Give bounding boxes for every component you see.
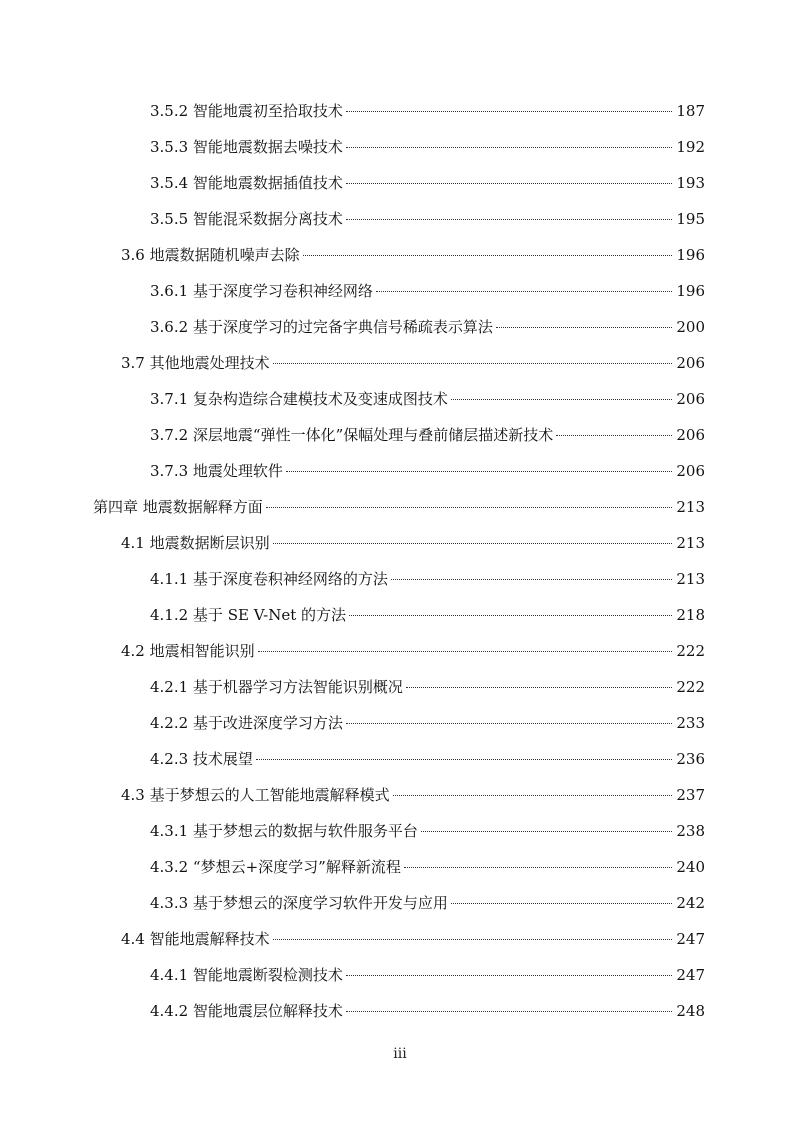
toc-dot-leader: [346, 1011, 672, 1012]
toc-entry-page: 213: [676, 570, 705, 588]
toc-entry-line: [150, 137, 800, 157]
toc-entry-page: 196: [676, 282, 705, 300]
toc-entry-page: 187: [676, 102, 705, 120]
toc-entry-title: 3.6.2 基于深度学习的过完备字典信号稀疏表示算法: [150, 318, 493, 336]
toc-dot-leader: [404, 867, 672, 868]
toc-entry-page: 206: [676, 462, 705, 480]
toc-entry-line: [121, 533, 800, 553]
toc-entry[interactable]: [0, 561, 800, 597]
toc-dot-leader: [346, 147, 672, 148]
toc-entry-page: 222: [676, 678, 705, 696]
toc-entry-line: [150, 893, 800, 913]
toc-entry-title: 3.7.1 复杂构造综合建模技术及变速成图技术: [150, 390, 448, 408]
toc-entry-title: 3.6 地震数据随机噪声去除: [121, 246, 300, 264]
toc-entry-page: 200: [676, 318, 705, 336]
toc-entry-title: 4.1 地震数据断层识别: [121, 534, 270, 552]
toc-entry-title: 3.7.3 地震处理软件: [150, 462, 283, 480]
toc-entry-title: 3.5.5 智能混采数据分离技术: [150, 210, 343, 228]
toc-entry-page: 236: [676, 750, 705, 768]
toc-entry-title: 4.2.1 基于机器学习方法智能识别概况: [150, 678, 403, 696]
toc-entry-page: 196: [676, 246, 705, 264]
toc-entry-page: 233: [676, 714, 705, 732]
toc-dot-leader: [286, 471, 672, 472]
toc-entry-page: 247: [676, 930, 705, 948]
toc-entry-line: [150, 101, 800, 121]
toc-entry-page: 213: [676, 498, 705, 516]
toc-entry-line: [150, 389, 800, 409]
toc-entry[interactable]: [0, 129, 800, 165]
toc-entry-page: 206: [676, 390, 705, 408]
toc-dot-leader: [349, 615, 672, 616]
toc-entry[interactable]: [0, 453, 800, 489]
toc-entry-line: [150, 677, 800, 697]
toc-entry-line: [150, 425, 800, 445]
toc-entry[interactable]: [0, 669, 800, 705]
toc-entry-line: [150, 1001, 800, 1021]
toc-dot-leader: [346, 183, 672, 184]
toc-entry[interactable]: [0, 777, 800, 813]
toc-entry-line: [150, 821, 800, 841]
toc-entry-line: [150, 605, 800, 625]
toc-entry[interactable]: [0, 993, 800, 1029]
toc-dot-leader: [376, 291, 672, 292]
toc-dot-leader: [346, 975, 672, 976]
toc-dot-leader: [451, 399, 672, 400]
toc-entry-page: 222: [676, 642, 705, 660]
toc-entry-line: [150, 965, 800, 985]
toc-entry-title: 3.7.2 深层地震“弹性一体化”保幅处理与叠前储层描述新技术: [150, 426, 554, 444]
toc-entry-page: 238: [676, 822, 705, 840]
toc-entry-line: [150, 749, 800, 769]
toc-dot-leader: [406, 687, 672, 688]
toc-entry-title: 3.5.2 智能地震初至拾取技术: [150, 102, 343, 120]
toc-entry[interactable]: [0, 885, 800, 921]
toc-entry-line: [150, 713, 800, 733]
toc-entry[interactable]: [0, 93, 800, 129]
toc-entry[interactable]: [0, 525, 800, 561]
toc-entry-title: 4.3 基于梦想云的人工智能地震解释模式: [121, 786, 390, 804]
toc-entry-title: 3.5.4 智能地震数据插值技术: [150, 174, 343, 192]
toc-entry-line: [121, 245, 800, 265]
toc-dot-leader: [273, 363, 672, 364]
toc-entry[interactable]: [0, 309, 800, 345]
toc-dot-leader: [496, 327, 672, 328]
toc-entry-title: 4.2 地震相智能识别: [121, 642, 255, 660]
toc-entry[interactable]: [0, 417, 800, 453]
toc-entry-line: [150, 569, 800, 589]
toc-entry-title: 3.5.3 智能地震数据去噪技术: [150, 138, 343, 156]
toc-entry-title: 4.2.3 技术展望: [150, 750, 253, 768]
toc-entry[interactable]: [0, 597, 800, 633]
toc-dot-leader: [451, 903, 672, 904]
toc-entry-page: 213: [676, 534, 705, 552]
toc-dot-leader: [303, 255, 672, 256]
toc-entry[interactable]: [0, 921, 800, 957]
toc-entry-page: 206: [676, 426, 705, 444]
toc-dot-leader: [421, 831, 672, 832]
toc-entry-page: 206: [676, 354, 705, 372]
toc-entry[interactable]: [0, 813, 800, 849]
toc-entry[interactable]: [0, 201, 800, 237]
toc-entry-title: 4.4.1 智能地震断裂检测技术: [150, 966, 343, 984]
toc-entry-page: 242: [676, 894, 705, 912]
toc-entry-page: 192: [676, 138, 705, 156]
toc-entry-title: 4.1.2 基于 SE V-Net 的方法: [150, 606, 347, 624]
toc-entry-page: 218: [676, 606, 705, 624]
toc-entry-title: 4.4.2 智能地震层位解释技术: [150, 1002, 343, 1020]
toc-entry-title: 4.3.2 “梦想云+深度学习”解释新流程: [150, 858, 401, 876]
toc-dot-leader: [391, 579, 672, 580]
toc-dot-leader: [346, 219, 672, 220]
table-of-contents: [0, 93, 800, 1029]
toc-entry-page: 248: [676, 1002, 705, 1020]
toc-dot-leader: [556, 435, 672, 436]
toc-dot-leader: [266, 507, 672, 508]
toc-entry[interactable]: [0, 489, 800, 525]
toc-entry-line: [121, 353, 800, 373]
toc-entry-page: 195: [676, 210, 705, 228]
toc-entry-line: [150, 209, 800, 229]
toc-entry[interactable]: [0, 237, 800, 273]
toc-dot-leader: [273, 543, 672, 544]
toc-entry[interactable]: [0, 381, 800, 417]
toc-entry[interactable]: [0, 741, 800, 777]
toc-entry-line: [121, 929, 800, 949]
toc-dot-leader: [346, 723, 672, 724]
toc-entry[interactable]: [0, 705, 800, 741]
toc-entry-title: 第四章 地震数据解释方面: [93, 498, 263, 516]
toc-entry-title: 3.6.1 基于深度学习卷积神经网络: [150, 282, 373, 300]
toc-dot-leader: [273, 939, 672, 940]
toc-entry-page: 237: [676, 786, 705, 804]
toc-entry[interactable]: [0, 849, 800, 885]
toc-entry[interactable]: [0, 957, 800, 993]
toc-dot-leader: [256, 759, 672, 760]
toc-dot-leader: [258, 651, 672, 652]
toc-entry-line: [93, 497, 800, 517]
toc-entry-line: [150, 317, 800, 337]
toc-entry[interactable]: [0, 345, 800, 381]
toc-dot-leader: [393, 795, 672, 796]
toc-entry[interactable]: [0, 165, 800, 201]
toc-entry[interactable]: [0, 273, 800, 309]
toc-entry-title: 4.1.1 基于深度卷积神经网络的方法: [150, 570, 388, 588]
toc-entry-page: 193: [676, 174, 705, 192]
toc-entry-title: 4.3.1 基于梦想云的数据与软件服务平台: [150, 822, 418, 840]
toc-entry-title: 4.3.3 基于梦想云的深度学习软件开发与应用: [150, 894, 448, 912]
toc-entry-line: [150, 281, 800, 301]
toc-dot-leader: [346, 111, 672, 112]
toc-entry-line: [150, 857, 800, 877]
toc-entry-line: [121, 641, 800, 661]
page-number: iii: [393, 1046, 407, 1062]
toc-entry-line: [121, 785, 800, 805]
toc-entry-line: [150, 173, 800, 193]
toc-entry-page: 240: [676, 858, 705, 876]
toc-entry[interactable]: [0, 633, 800, 669]
toc-entry-title: 4.2.2 基于改进深度学习方法: [150, 714, 343, 732]
toc-entry-line: [150, 461, 800, 481]
toc-entry-title: 3.7 其他地震处理技术: [121, 354, 270, 372]
toc-entry-title: 4.4 智能地震解释技术: [121, 930, 270, 948]
toc-entry-page: 247: [676, 966, 705, 984]
